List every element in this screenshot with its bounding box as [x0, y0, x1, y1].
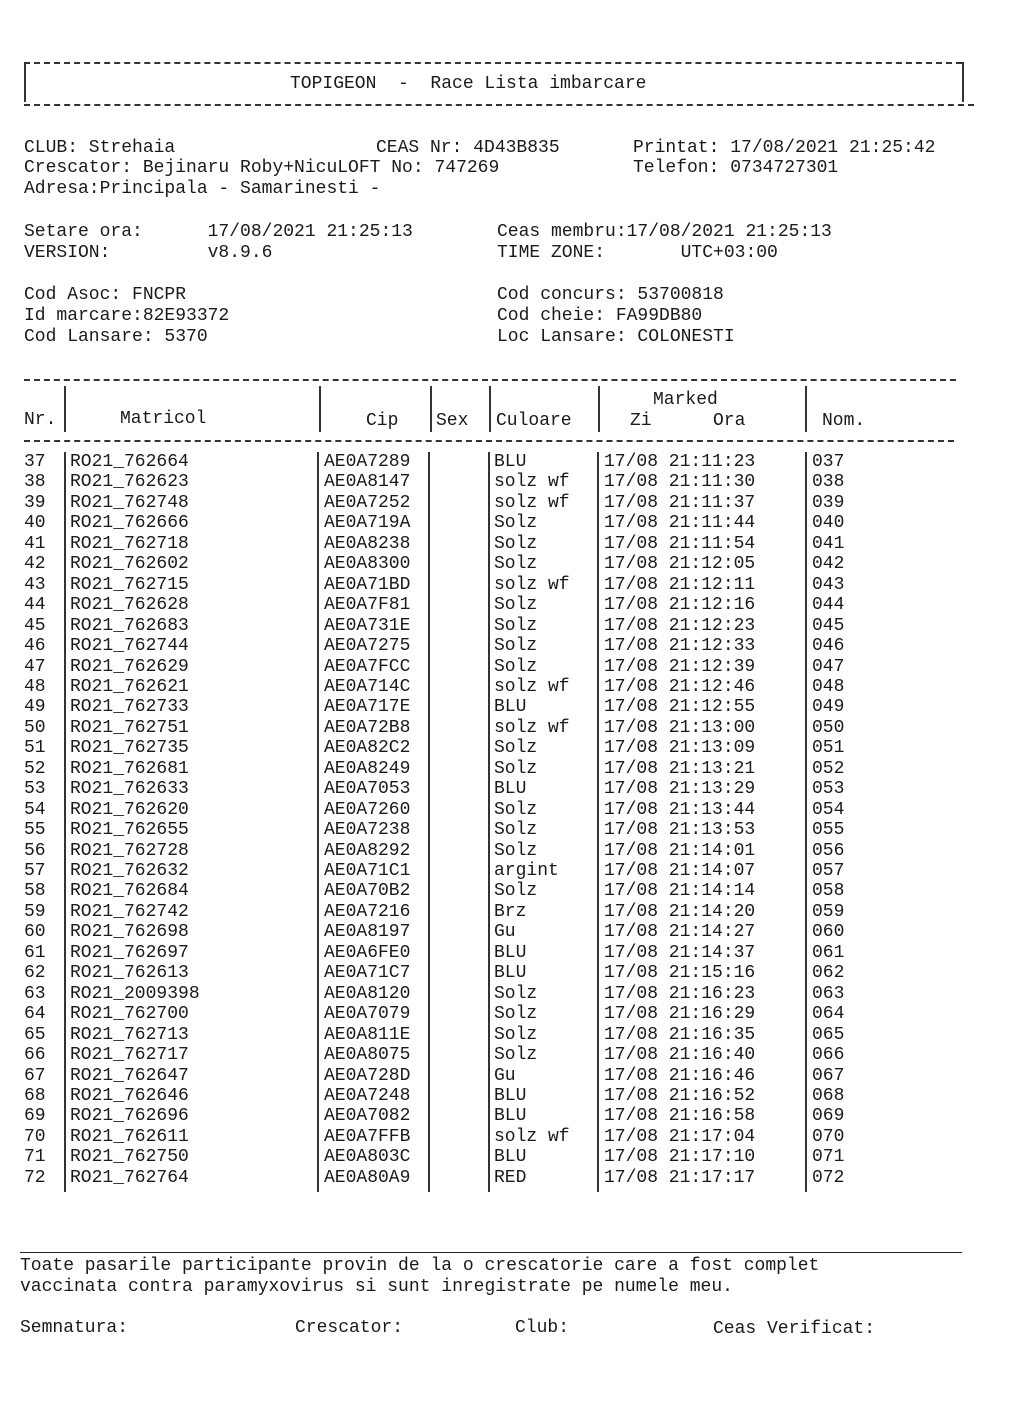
row-nom: 043 — [812, 574, 845, 595]
row-cip: AE0A7F81 — [324, 595, 411, 616]
table-row — [0, 452, 1024, 473]
table-row — [0, 595, 1024, 616]
row-nom: 055 — [812, 820, 845, 841]
row-cip: AE0A8147 — [324, 472, 411, 493]
row-marked: 17/08 21:17:17 — [604, 1167, 756, 1188]
row-matricol: RO21_762750 — [70, 1147, 189, 1168]
table-row — [0, 1168, 1024, 1189]
row-culoare: Solz — [494, 656, 538, 677]
row-nr: 46 — [24, 636, 46, 657]
row-nr: 60 — [24, 922, 46, 943]
row-marked: 17/08 21:14:14 — [604, 881, 756, 902]
row-nr: 62 — [24, 963, 46, 984]
row-marked: 17/08 21:12:11 — [604, 574, 756, 595]
row-nr: 69 — [24, 1106, 46, 1127]
row-nom: 057 — [812, 861, 845, 881]
row-nom: 048 — [812, 676, 845, 697]
declaration-line-1: Toate pasarile participante provin de la o crescatorie care a fost complet — [20, 1256, 820, 1276]
row-cip: AE0A7248 — [324, 1085, 411, 1106]
row-cip: AE0A71C7 — [324, 963, 411, 984]
row-nom: 051 — [812, 738, 845, 759]
row-matricol: RO21_762698 — [70, 922, 189, 943]
row-cip: AE0A70B2 — [324, 881, 411, 902]
row-nom: 071 — [812, 1147, 845, 1168]
row-nr: 41 — [24, 533, 46, 554]
row-marked: 17/08 21:11:54 — [604, 533, 756, 554]
row-marked: 17/08 21:14:37 — [604, 942, 756, 963]
row-nom: 049 — [812, 697, 845, 718]
row-marked: 17/08 21:16:58 — [604, 1106, 756, 1127]
table-row — [0, 738, 1024, 759]
row-nom: 054 — [812, 799, 845, 820]
row-culoare: BLU — [494, 963, 527, 984]
row-matricol: RO21_762715 — [70, 574, 189, 595]
row-cip: AE0A719A — [324, 513, 411, 534]
row-matricol: RO21_762683 — [70, 615, 189, 636]
row-cip: AE0A7260 — [324, 799, 411, 820]
row-matricol: RO21_762629 — [70, 656, 189, 677]
table-row — [0, 1045, 1024, 1066]
row-matricol: RO21_762621 — [70, 676, 189, 697]
header-matricol: Matricol — [120, 409, 207, 429]
ceas-verificat-label: Ceas Verificat: — [713, 1319, 876, 1339]
row-culoare: BLU — [494, 1147, 527, 1168]
row-marked: 17/08 21:16:40 — [604, 1045, 756, 1066]
row-cip: AE0A8300 — [324, 554, 411, 575]
row-matricol: RO21_762655 — [70, 820, 189, 841]
row-nom: 041 — [812, 533, 845, 554]
table-row — [0, 1147, 1024, 1168]
row-marked: 17/08 21:14:20 — [604, 901, 756, 922]
row-culoare: BLU — [494, 452, 527, 472]
row-marked: 17/08 21:14:01 — [604, 840, 756, 861]
row-nom: 060 — [812, 922, 845, 943]
row-cip: AE0A714C — [324, 676, 411, 697]
page-title: TOPIGEON - Race Lista imbarcare — [290, 74, 647, 94]
col-divider — [319, 386, 321, 432]
row-culoare: BLU — [494, 942, 527, 963]
row-nr: 44 — [24, 595, 46, 616]
table-row — [0, 718, 1024, 739]
row-culoare: argint — [494, 861, 559, 881]
header-ora: Ora — [713, 411, 746, 431]
row-matricol: RO21_762681 — [70, 758, 189, 779]
row-nom: 064 — [812, 1004, 845, 1025]
row-cip: AE0A8249 — [324, 758, 411, 779]
version: VERSION: v8.9.6 — [24, 243, 273, 263]
row-matricol: RO21_762713 — [70, 1024, 189, 1045]
row-marked: 17/08 21:16:29 — [604, 1004, 756, 1025]
table-row — [0, 677, 1024, 698]
row-matricol: RO21_762697 — [70, 942, 189, 963]
row-matricol: RO21_2009398 — [70, 983, 200, 1004]
row-cip: AE0A72B8 — [324, 717, 411, 738]
row-culoare: Solz — [494, 615, 538, 636]
table-row — [0, 575, 1024, 596]
col-divider — [64, 386, 66, 432]
row-culoare: Solz — [494, 738, 538, 759]
declaration-line-2: vaccinata contra paramyxovirus si sunt inregistrate pe numele meu. — [20, 1277, 733, 1297]
row-marked: 17/08 21:16:46 — [604, 1065, 756, 1086]
row-cip: AE0A71BD — [324, 574, 411, 595]
table-header-bottom-rule — [24, 440, 954, 442]
row-culoare: Solz — [494, 840, 538, 861]
row-nr: 71 — [24, 1147, 46, 1168]
row-nom: 044 — [812, 595, 845, 616]
row-nr: 56 — [24, 840, 46, 861]
table-row — [0, 963, 1024, 984]
row-matricol: RO21_762733 — [70, 697, 189, 718]
row-matricol: RO21_762696 — [70, 1106, 189, 1127]
table-row — [0, 1004, 1024, 1025]
row-nr: 48 — [24, 676, 46, 697]
row-cip: AE0A8075 — [324, 1045, 411, 1066]
row-matricol: RO21_762611 — [70, 1126, 189, 1147]
row-nom: 066 — [812, 1045, 845, 1066]
row-nom: 037 — [812, 452, 845, 472]
row-matricol: RO21_762728 — [70, 840, 189, 861]
row-marked: 17/08 21:15:16 — [604, 963, 756, 984]
header-zi: Zi — [630, 411, 652, 431]
row-nr: 43 — [24, 574, 46, 595]
row-cip: AE0A7FFB — [324, 1126, 411, 1147]
row-matricol: RO21_762717 — [70, 1045, 189, 1066]
row-nr: 37 — [24, 452, 46, 472]
header-marked: Marked — [653, 390, 718, 410]
row-culoare: Solz — [494, 1004, 538, 1025]
table-row — [0, 554, 1024, 575]
row-matricol: RO21_762684 — [70, 881, 189, 902]
row-marked: 17/08 21:17:10 — [604, 1147, 756, 1168]
row-culoare: Solz — [494, 533, 538, 554]
row-nom: 069 — [812, 1106, 845, 1127]
row-culoare: solz wf — [494, 492, 570, 513]
row-culoare: solz wf — [494, 717, 570, 738]
table-row — [0, 1106, 1024, 1127]
table-row — [0, 513, 1024, 534]
row-nom: 062 — [812, 963, 845, 984]
row-nr: 70 — [24, 1126, 46, 1147]
row-matricol: RO21_762764 — [70, 1167, 189, 1188]
row-marked: 17/08 21:11:44 — [604, 513, 756, 534]
row-marked: 17/08 21:12:33 — [604, 636, 756, 657]
row-marked: 17/08 21:14:07 — [604, 861, 756, 881]
row-cip: AE0A811E — [324, 1024, 411, 1045]
row-nr: 72 — [24, 1167, 46, 1188]
table-row — [0, 800, 1024, 821]
row-nom: 072 — [812, 1167, 845, 1188]
row-marked: 17/08 21:12:05 — [604, 554, 756, 575]
row-nr: 47 — [24, 656, 46, 677]
header-nom: Nom. — [822, 411, 866, 431]
row-nom: 047 — [812, 656, 845, 677]
row-culoare: Solz — [494, 758, 538, 779]
row-nom: 063 — [812, 983, 845, 1004]
row-nr: 61 — [24, 942, 46, 963]
footer-rule — [20, 1252, 962, 1253]
row-nr: 59 — [24, 901, 46, 922]
time-zone: TIME ZONE: UTC+03:00 — [497, 243, 778, 263]
club-label: Club: — [515, 1318, 570, 1338]
cod-asoc: Cod Asoc: FNCPR — [24, 285, 187, 305]
header-cip: Cip — [366, 411, 399, 431]
table-row — [0, 657, 1024, 678]
table-row — [0, 1066, 1024, 1087]
table-row — [0, 943, 1024, 964]
row-cip: AE0A6FE0 — [324, 942, 411, 963]
row-matricol: RO21_762700 — [70, 1004, 189, 1025]
table-row — [0, 493, 1024, 514]
row-matricol: RO21_762718 — [70, 533, 189, 554]
row-matricol: RO21_762742 — [70, 901, 189, 922]
row-cip: AE0A82C2 — [324, 738, 411, 759]
row-cip: AE0A71C1 — [324, 861, 411, 881]
row-nom: 059 — [812, 901, 845, 922]
row-nr: 39 — [24, 492, 46, 513]
row-nr: 49 — [24, 697, 46, 718]
row-nom: 053 — [812, 779, 845, 800]
row-cip: AE0A7053 — [324, 779, 411, 800]
row-cip: AE0A8197 — [324, 922, 411, 943]
row-matricol: RO21_762632 — [70, 861, 189, 881]
row-nr: 65 — [24, 1024, 46, 1045]
row-marked: 17/08 21:13:29 — [604, 779, 756, 800]
row-marked: 17/08 21:11:23 — [604, 452, 756, 472]
row-nom: 056 — [812, 840, 845, 861]
table-row — [0, 1025, 1024, 1046]
row-cip: AE0A7289 — [324, 452, 411, 472]
setare-ora: Setare ora: 17/08/2021 21:25:13 — [24, 222, 413, 242]
row-cip: AE0A8120 — [324, 983, 411, 1004]
cod-lansare: Cod Lansare: 5370 — [24, 327, 208, 347]
row-cip: AE0A731E — [324, 615, 411, 636]
table-row — [0, 861, 1024, 882]
row-nom: 058 — [812, 881, 845, 902]
row-culoare: Solz — [494, 595, 538, 616]
row-cip: AE0A7079 — [324, 1004, 411, 1025]
row-nom: 039 — [812, 492, 845, 513]
title-bottom-border — [24, 104, 974, 106]
row-culoare: Gu — [494, 1065, 516, 1086]
row-nr: 51 — [24, 738, 46, 759]
row-marked: 17/08 21:13:00 — [604, 717, 756, 738]
row-nr: 42 — [24, 554, 46, 575]
printat: Printat: 17/08/2021 21:25:42 — [633, 138, 936, 158]
row-culoare: Gu — [494, 922, 516, 943]
row-culoare: BLU — [494, 779, 527, 800]
row-nr: 58 — [24, 881, 46, 902]
row-nr: 50 — [24, 717, 46, 738]
row-culoare: BLU — [494, 1085, 527, 1106]
row-nr: 68 — [24, 1085, 46, 1106]
row-nom: 042 — [812, 554, 845, 575]
row-culoare: BLU — [494, 1106, 527, 1127]
row-matricol: RO21_762735 — [70, 738, 189, 759]
row-nom: 045 — [812, 615, 845, 636]
table-row — [0, 902, 1024, 923]
table-row — [0, 779, 1024, 800]
row-marked: 17/08 21:11:37 — [604, 492, 756, 513]
row-nom: 046 — [812, 636, 845, 657]
table-row — [0, 759, 1024, 780]
row-cip: AE0A7275 — [324, 636, 411, 657]
row-marked: 17/08 21:13:53 — [604, 820, 756, 841]
table-row — [0, 697, 1024, 718]
header-culoare: Culoare — [496, 411, 572, 431]
row-cip: AE0A80A9 — [324, 1167, 411, 1188]
row-culoare: Solz — [494, 881, 538, 902]
table-row — [0, 820, 1024, 841]
row-culoare: Solz — [494, 554, 538, 575]
crescator-label: Crescator: — [295, 1318, 404, 1338]
row-matricol: RO21_762664 — [70, 452, 189, 472]
row-nr: 40 — [24, 513, 46, 534]
row-culoare: Solz — [494, 1045, 538, 1066]
row-marked: 17/08 21:13:21 — [604, 758, 756, 779]
telefon: Telefon: 0734727301 — [633, 158, 839, 178]
row-culoare: solz wf — [494, 1126, 570, 1147]
ceas-nr: CEAS Nr: 4D43B835 — [376, 138, 560, 158]
row-marked: 17/08 21:16:52 — [604, 1085, 756, 1106]
row-nom: 068 — [812, 1085, 845, 1106]
col-divider — [489, 386, 491, 432]
row-marked: 17/08 21:12:23 — [604, 615, 756, 636]
table-row — [0, 1086, 1024, 1107]
row-matricol: RO21_762666 — [70, 513, 189, 534]
row-matricol: RO21_762647 — [70, 1065, 189, 1086]
row-matricol: RO21_762748 — [70, 492, 189, 513]
row-nr: 66 — [24, 1045, 46, 1066]
table-row — [0, 881, 1024, 902]
row-cip: AE0A7238 — [324, 820, 411, 841]
header-nr: Nr. — [24, 410, 57, 430]
row-nom: 070 — [812, 1126, 845, 1147]
row-matricol: RO21_762646 — [70, 1085, 189, 1106]
row-matricol: RO21_762633 — [70, 779, 189, 800]
row-matricol: RO21_762613 — [70, 963, 189, 984]
row-matricol: RO21_762602 — [70, 554, 189, 575]
row-cip: AE0A8292 — [324, 840, 411, 861]
loc-lansare: Loc Lansare: COLONESTI — [497, 327, 735, 347]
adresa: Adresa:Principala - Samarinesti - — [24, 179, 381, 199]
table-row — [0, 534, 1024, 555]
row-nr: 67 — [24, 1065, 46, 1086]
row-marked: 17/08 21:13:44 — [604, 799, 756, 820]
semnatura-label: Semnatura: — [20, 1318, 129, 1338]
cod-concurs: Cod concurs: 53700818 — [497, 285, 724, 305]
row-marked: 17/08 21:16:35 — [604, 1024, 756, 1045]
row-matricol: RO21_762623 — [70, 472, 189, 493]
row-culoare: Solz — [494, 799, 538, 820]
row-cip: AE0A803C — [324, 1147, 411, 1168]
row-culoare: solz wf — [494, 676, 570, 697]
row-cip: AE0A7252 — [324, 492, 411, 513]
row-culoare: solz wf — [494, 574, 570, 595]
row-marked: 17/08 21:14:27 — [604, 922, 756, 943]
row-marked: 17/08 21:16:23 — [604, 983, 756, 1004]
club-name: CLUB: Strehaia — [24, 138, 176, 158]
row-nom: 065 — [812, 1024, 845, 1045]
row-culoare: Solz — [494, 636, 538, 657]
table-row — [0, 841, 1024, 862]
row-nom: 040 — [812, 513, 845, 534]
ceas-membru: Ceas membru:17/08/2021 21:25:13 — [497, 222, 832, 242]
row-culoare: Solz — [494, 1024, 538, 1045]
row-matricol: RO21_762751 — [70, 717, 189, 738]
row-nom: 067 — [812, 1065, 845, 1086]
id-marcare: Id marcare:82E93372 — [24, 306, 230, 326]
row-culoare: Solz — [494, 513, 538, 534]
row-nr: 52 — [24, 758, 46, 779]
row-nr: 57 — [24, 861, 46, 881]
cod-cheie: Cod cheie: FA99DB80 — [497, 306, 703, 326]
table-row — [0, 1127, 1024, 1148]
row-culoare: solz wf — [494, 472, 570, 493]
row-nom: 050 — [812, 717, 845, 738]
row-nr: 63 — [24, 983, 46, 1004]
row-culoare: RED — [494, 1167, 527, 1188]
row-cip: AE0A7216 — [324, 901, 411, 922]
header-sex: Sex — [436, 411, 469, 431]
table-header-top-rule — [24, 379, 956, 381]
row-nr: 53 — [24, 779, 46, 800]
row-culoare: BLU — [494, 697, 527, 718]
table-row — [0, 616, 1024, 637]
table-row — [0, 636, 1024, 657]
row-nr: 45 — [24, 615, 46, 636]
col-divider — [598, 386, 600, 432]
col-divider — [430, 386, 432, 432]
row-marked: 17/08 21:12:39 — [604, 656, 756, 677]
row-cip: AE0A717E — [324, 697, 411, 718]
row-nom: 038 — [812, 472, 845, 493]
row-nom: 052 — [812, 758, 845, 779]
row-marked: 17/08 21:17:04 — [604, 1126, 756, 1147]
row-marked: 17/08 21:13:09 — [604, 738, 756, 759]
table-row — [0, 922, 1024, 943]
row-cip: AE0A8238 — [324, 533, 411, 554]
row-culoare: Solz — [494, 983, 538, 1004]
row-matricol: RO21_762628 — [70, 595, 189, 616]
row-matricol: RO21_762744 — [70, 636, 189, 657]
row-marked: 17/08 21:12:46 — [604, 676, 756, 697]
row-culoare: Solz — [494, 820, 538, 841]
row-cip: AE0A7082 — [324, 1106, 411, 1127]
row-cip: AE0A7FCC — [324, 656, 411, 677]
table-row — [0, 984, 1024, 1005]
table-row — [0, 472, 1024, 493]
row-marked: 17/08 21:12:55 — [604, 697, 756, 718]
row-nr: 55 — [24, 820, 46, 841]
row-marked: 17/08 21:12:16 — [604, 595, 756, 616]
row-cip: AE0A728D — [324, 1065, 411, 1086]
row-nr: 38 — [24, 472, 46, 493]
row-nr: 64 — [24, 1004, 46, 1025]
row-nom: 061 — [812, 942, 845, 963]
row-culoare: Brz — [494, 901, 527, 922]
row-matricol: RO21_762620 — [70, 799, 189, 820]
crescator-line: Crescator: Bejinaru Roby+NicuLOFT No: 747269 — [24, 158, 500, 178]
row-marked: 17/08 21:11:30 — [604, 472, 756, 493]
col-divider — [805, 386, 807, 432]
row-nr: 54 — [24, 799, 46, 820]
